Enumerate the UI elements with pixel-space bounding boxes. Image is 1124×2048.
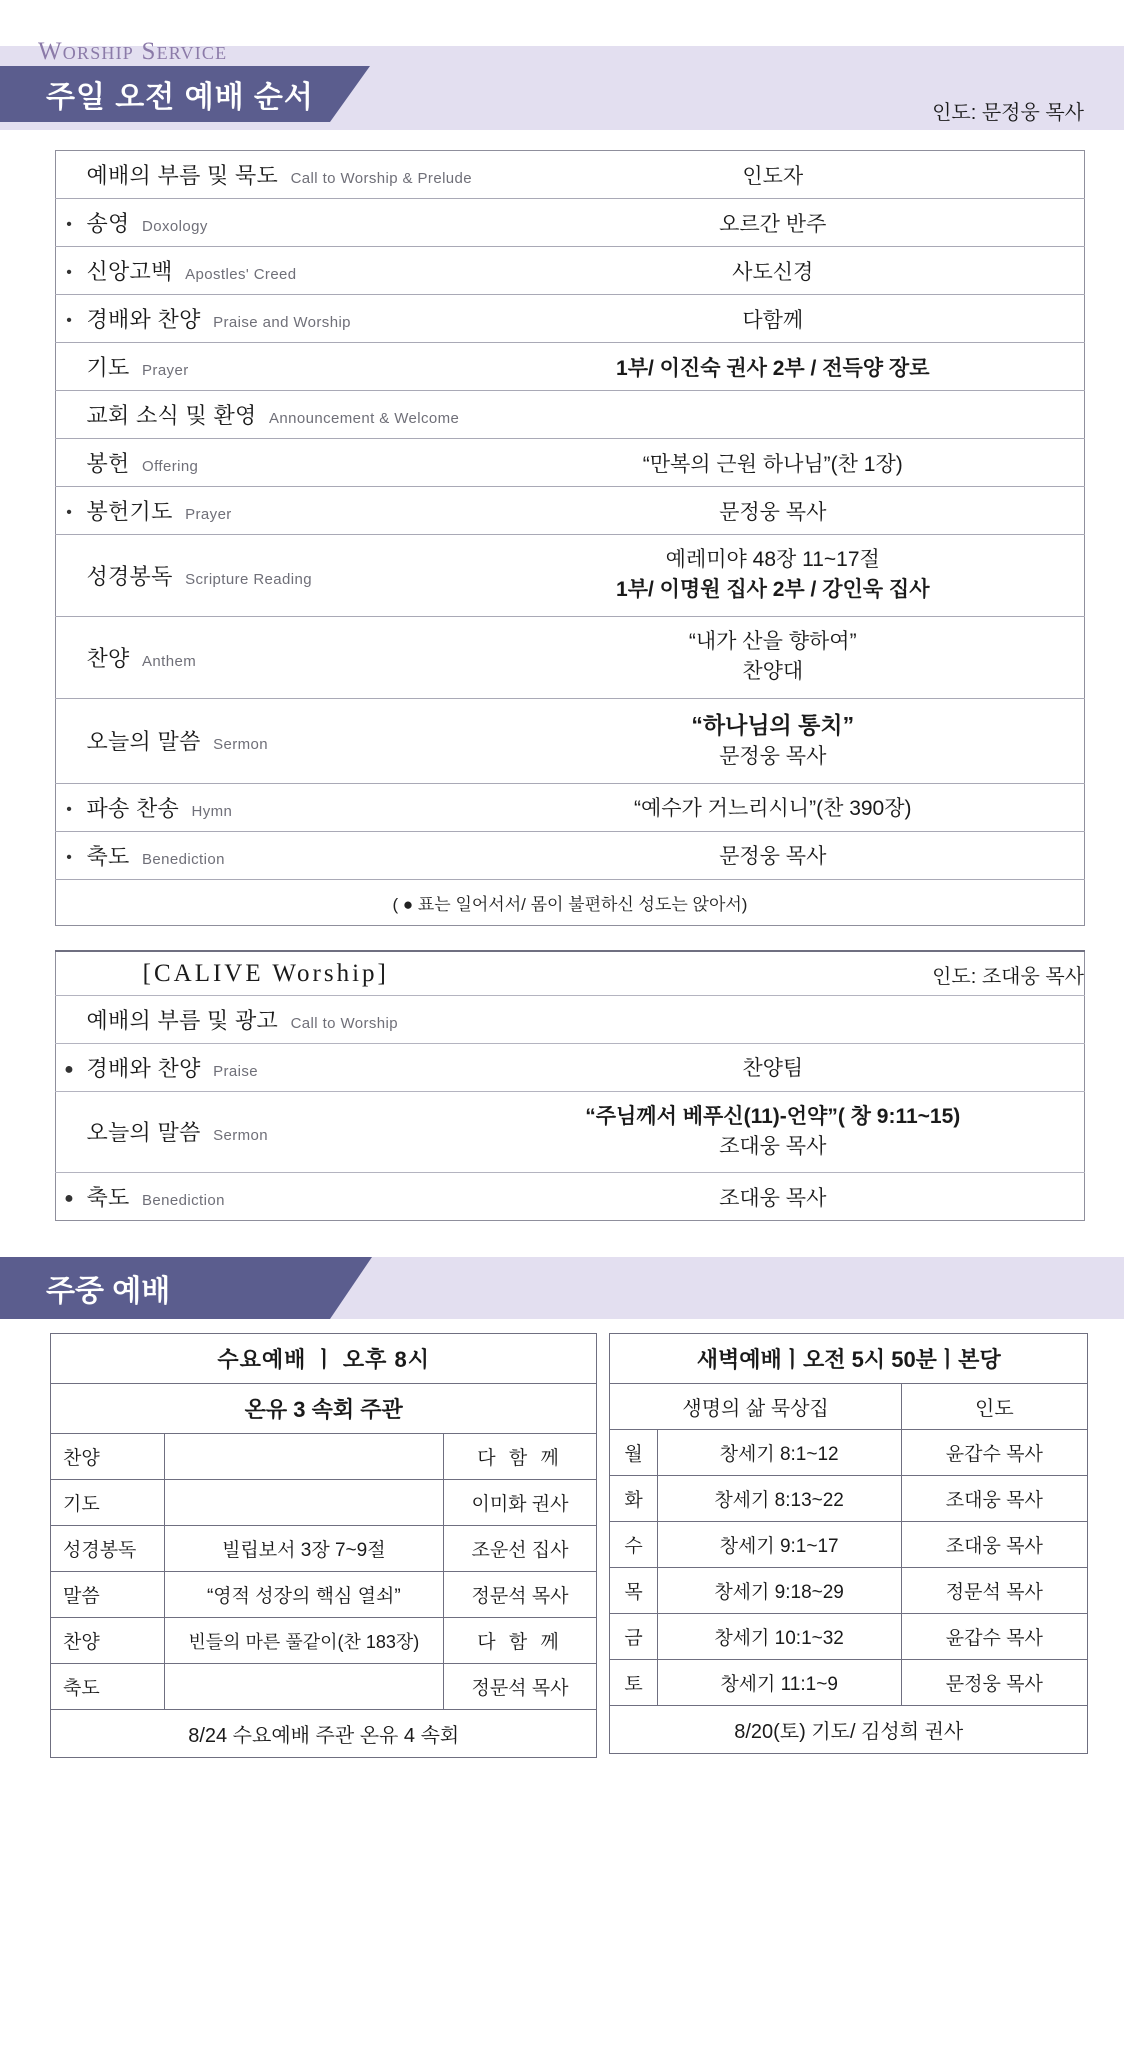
- wednesday-title: 수요예배 ㅣ 오후 8시: [51, 1334, 597, 1384]
- table-row: [56, 391, 1085, 439]
- order-item: [56, 995, 476, 1043]
- dawn-leader: 조대웅 목사: [901, 1476, 1087, 1522]
- dawn-leader: 정문석 목사: [901, 1568, 1087, 1614]
- order-item: [56, 343, 476, 391]
- order-item: [56, 1043, 476, 1091]
- table-row: [56, 439, 1085, 487]
- order-item-english: Call to Worship: [290, 1014, 398, 1032]
- dawn-table: [609, 1333, 1088, 1754]
- order-value-line2: 1부/ 이명원 집사 2부 / 강인욱 집사: [616, 578, 930, 602]
- order-value: [476, 295, 1085, 343]
- order-item-korean: 경배와 찬양: [86, 307, 201, 332]
- table-row: [56, 295, 1085, 343]
- table-row: [51, 1664, 597, 1710]
- order-item-english: Doxology: [142, 218, 208, 235]
- order-item-english: Benediction: [142, 850, 225, 868]
- order-item-korean: 송영: [86, 211, 130, 236]
- order-value-line1: “하나님의 통치”: [691, 711, 855, 738]
- dawn-day: 월: [610, 1430, 657, 1476]
- table-row: [56, 535, 1085, 617]
- dawn-day: 수: [610, 1522, 657, 1568]
- order-value-text: 인도자: [742, 164, 804, 188]
- order-item-korean: 봉헌기도: [86, 499, 173, 524]
- bullet-marker: [56, 408, 82, 426]
- order-item: [56, 391, 476, 439]
- order-item-english: Benediction: [142, 1192, 225, 1210]
- table-row: [56, 1043, 1085, 1091]
- dawn-day: 금: [610, 1614, 657, 1660]
- order-item: [56, 247, 476, 295]
- order-item-english: Sermon: [213, 1127, 269, 1145]
- bullet-marker: •: [66, 264, 72, 281]
- table-row: [51, 1618, 597, 1664]
- wednesday-person: 다 함 께: [443, 1434, 597, 1480]
- order-value: [476, 391, 1085, 439]
- order-item-english: Prayer: [142, 362, 189, 379]
- order-item: [56, 295, 476, 343]
- table-row: [610, 1334, 1088, 1384]
- table-row: [56, 1173, 1085, 1221]
- weekday-title: 주중 예배: [46, 1275, 171, 1309]
- table-row: [610, 1522, 1088, 1568]
- wednesday-person: 다 함 께: [443, 1618, 597, 1664]
- dawn-day: 목: [610, 1568, 657, 1614]
- table-row: [56, 698, 1085, 783]
- header-english-title: Worship Service: [38, 38, 228, 65]
- order-item: [56, 698, 476, 783]
- table-row: [56, 616, 1085, 698]
- header-title-tab: [0, 66, 330, 122]
- order-value: [476, 439, 1085, 487]
- calive-leader: 인도: 조대웅 목사: [932, 965, 1084, 988]
- order-value: [476, 247, 1085, 295]
- bullet-marker: [56, 360, 82, 378]
- dawn-passage: 창세기 8:13~22: [657, 1476, 901, 1522]
- order-item-korean: 예배의 부름 및 광고: [86, 1007, 279, 1033]
- table-row: [51, 1526, 597, 1572]
- wednesday-content: [165, 1664, 443, 1710]
- order-value: [476, 343, 1085, 391]
- dawn-day: 토: [610, 1660, 657, 1706]
- bullet-marker: ●: [64, 1190, 74, 1208]
- order-item-korean: 찬양: [86, 645, 130, 671]
- dawn-leader: 윤갑수 목사: [901, 1430, 1087, 1476]
- order-value: [476, 1043, 1085, 1091]
- order-item-english: Praise and Worship: [213, 314, 351, 331]
- order-item: [56, 783, 476, 831]
- order-value-text: 찬양팀: [742, 1057, 804, 1081]
- bullet-marker: [56, 651, 82, 669]
- order-item-korean: 기도: [86, 355, 130, 380]
- wednesday-content: 빈들의 마른 풀같이(찬 183장): [165, 1618, 443, 1664]
- table-row: [610, 1568, 1088, 1614]
- dawn-footer: 8/20(토) 기도/ 김성희 권사: [610, 1706, 1088, 1754]
- table-row: [51, 1434, 597, 1480]
- table-row: [51, 1480, 597, 1526]
- dawn-passage: 창세기 8:1~12: [657, 1430, 901, 1476]
- order-item: [56, 199, 476, 247]
- order-item: [56, 1173, 476, 1221]
- table-row: [56, 831, 1085, 879]
- order-value-text: 조대웅 목사: [719, 1186, 827, 1210]
- order-value: [476, 487, 1085, 535]
- order-value-text: 오르간 반주: [719, 212, 827, 236]
- table-row: [610, 1706, 1088, 1754]
- order-item-korean: 경배와 찬양: [86, 1055, 201, 1081]
- order-item-korean: 봉헌: [86, 451, 130, 476]
- order-value: [476, 1173, 1085, 1221]
- wednesday-item: 기도: [51, 1480, 165, 1526]
- calive-worship-table: [55, 952, 1085, 1222]
- order-item-english: Apostles' Creed: [185, 266, 297, 283]
- table-row: [56, 199, 1085, 247]
- order-value-line1: 예레미야 48장 11~17절: [665, 548, 880, 571]
- wednesday-content: “영적 성장의 핵심 열쇠”: [165, 1572, 443, 1618]
- order-value: [476, 698, 1085, 783]
- calive-title: [CALIVE Worship]: [142, 960, 389, 988]
- table-row: [610, 1476, 1088, 1522]
- table-row: [56, 783, 1085, 831]
- wednesday-table: [50, 1333, 597, 1758]
- wednesday-content: [165, 1434, 443, 1480]
- wednesday-item: 말씀: [51, 1572, 165, 1618]
- dawn-day: 화: [610, 1476, 657, 1522]
- bullet-marker: •: [66, 504, 72, 521]
- order-value: [476, 831, 1085, 879]
- order-value-text: 문정웅 목사: [719, 845, 827, 869]
- order-item: [56, 831, 476, 879]
- order-value: [476, 1091, 1085, 1173]
- wednesday-section: [50, 1333, 597, 1758]
- table-row: [56, 952, 1085, 996]
- table-row: [610, 1660, 1088, 1706]
- table-row: [56, 343, 1085, 391]
- order-item: [56, 535, 476, 617]
- dawn-section: [609, 1333, 1088, 1758]
- dawn-col-header-text: 생명의 삶 묵상집: [610, 1384, 901, 1430]
- order-item: [56, 439, 476, 487]
- worship-service-header: [0, 0, 1124, 142]
- order-value-text: “예수가 거느리시니”(찬 390장): [633, 797, 912, 821]
- order-item-english: Sermon: [213, 736, 269, 754]
- order-value: [476, 199, 1085, 247]
- weekday-title-tab: [0, 1257, 330, 1319]
- wednesday-person: 이미화 권사: [443, 1480, 597, 1526]
- table-row: [56, 995, 1085, 1043]
- wednesday-content: [165, 1480, 443, 1526]
- order-item-korean: 축도: [86, 1185, 130, 1211]
- header-korean-title: 주일 오전 예배 순서: [46, 81, 314, 114]
- wednesday-footer: 8/24 수요예배 주관 온유 4 속회: [51, 1710, 597, 1758]
- order-value-text: 1부/ 이진숙 권사 2부 / 전득양 장로: [616, 356, 930, 380]
- table-row: [51, 1710, 597, 1758]
- order-item-korean: 교회 소식 및 환영: [86, 403, 257, 428]
- table-row: [610, 1614, 1088, 1660]
- order-value-line2: 조대웅 목사: [719, 1134, 827, 1158]
- wednesday-item: 성경봉독: [51, 1526, 165, 1572]
- table-row: [51, 1384, 597, 1434]
- order-value-text: 다함께: [742, 308, 804, 332]
- header-leader-label: 인도: 문정웅 목사: [932, 102, 1084, 124]
- table-row: [51, 1334, 597, 1384]
- table-row: [56, 487, 1085, 535]
- order-item-korean: 오늘의 말씀: [86, 1120, 201, 1146]
- bullet-marker: [56, 1125, 82, 1143]
- order-item-english: Offering: [142, 458, 199, 475]
- wednesday-person: 조운선 집사: [443, 1526, 597, 1572]
- order-item-english: Call to Worship & Prelude: [290, 170, 473, 187]
- dawn-passage: 창세기 10:1~32: [657, 1614, 901, 1660]
- order-value: [476, 995, 1085, 1043]
- order-value-line2: 찬양대: [742, 660, 804, 684]
- dawn-leader: 문정웅 목사: [901, 1660, 1087, 1706]
- order-value: [476, 535, 1085, 617]
- order-item-korean: 파송 찬송: [86, 795, 180, 821]
- order-value-text: 문정웅 목사: [719, 500, 827, 524]
- order-item-english: Praise: [213, 1062, 259, 1080]
- table-row: [51, 1572, 597, 1618]
- bullet-marker: [56, 456, 82, 474]
- order-item-english: Announcement & Welcome: [269, 410, 460, 427]
- bullet-marker: •: [66, 216, 72, 233]
- table-row: [610, 1384, 1088, 1430]
- order-value-line1: “내가 산을 향하여”: [688, 629, 857, 653]
- order-value-line2: 문정웅 목사: [719, 745, 827, 769]
- order-item-korean: 신앙고백: [86, 259, 173, 284]
- wednesday-item: 찬양: [51, 1618, 165, 1664]
- order-value: [476, 151, 1085, 199]
- dawn-col-header-leader: 인도: [901, 1384, 1087, 1430]
- order-item-korean: 축도: [86, 843, 130, 869]
- wednesday-subtitle: 온유 3 속회 주관: [51, 1384, 597, 1434]
- dawn-leader: 윤갑수 목사: [901, 1614, 1087, 1660]
- order-item: [56, 1091, 476, 1173]
- wednesday-item: 찬양: [51, 1434, 165, 1480]
- wednesday-person: 정문석 목사: [443, 1572, 597, 1618]
- order-value-text: 사도신경: [732, 260, 814, 284]
- bullet-marker: •: [66, 312, 72, 329]
- table-row: [56, 247, 1085, 295]
- dawn-title: 새벽예배ㅣ오전 5시 50분ㅣ본당: [610, 1334, 1088, 1384]
- worship-order-table: [55, 150, 1085, 926]
- wednesday-person: 정문석 목사: [443, 1664, 597, 1710]
- table-row: [610, 1430, 1088, 1476]
- wednesday-item: 축도: [51, 1664, 165, 1710]
- dawn-passage: 창세기 11:1~9: [657, 1660, 901, 1706]
- weekday-tables: [50, 1333, 1088, 1758]
- bullet-marker: [56, 569, 82, 587]
- table-row: [56, 1091, 1085, 1173]
- table-row: [56, 879, 1085, 925]
- order-item: [56, 151, 476, 199]
- order-item-english: Scripture Reading: [185, 570, 312, 588]
- order-value: [476, 616, 1085, 698]
- bullet-marker: [56, 1013, 82, 1031]
- dawn-passage: 창세기 9:18~29: [657, 1568, 901, 1614]
- bullet-marker: •: [66, 848, 72, 866]
- order-value: [476, 783, 1085, 831]
- order-item: [56, 616, 476, 698]
- order-value-line1: “주님께서 베푸신(11)-언약”( 창 9:11~15): [585, 1104, 961, 1128]
- bullet-marker: [56, 734, 82, 752]
- dawn-leader: 조대웅 목사: [901, 1522, 1087, 1568]
- standing-note: ( ● 표는 일어서서/ 몸이 불편하신 성도는 앉아서): [56, 879, 1085, 925]
- bullet-marker: [56, 168, 82, 186]
- order-item-english: Prayer: [185, 506, 232, 523]
- order-item: [56, 487, 476, 535]
- weekday-worship-header: [0, 1247, 1124, 1333]
- table-row: [56, 151, 1085, 199]
- wednesday-content: 빌립보서 3장 7~9절: [165, 1526, 443, 1572]
- order-item-korean: 성경봉독: [86, 563, 173, 589]
- bullet-marker: •: [66, 800, 72, 818]
- order-item-english: Anthem: [142, 652, 197, 670]
- order-item-korean: 오늘의 말씀: [86, 729, 201, 755]
- bullet-marker: ●: [64, 1060, 74, 1078]
- order-item-korean: 예배의 부름 및 묵도: [86, 163, 279, 188]
- dawn-passage: 창세기 9:1~17: [657, 1522, 901, 1568]
- order-value-text: “만복의 근원 하나님”(찬 1장): [642, 452, 903, 476]
- order-item-english: Hymn: [191, 802, 233, 820]
